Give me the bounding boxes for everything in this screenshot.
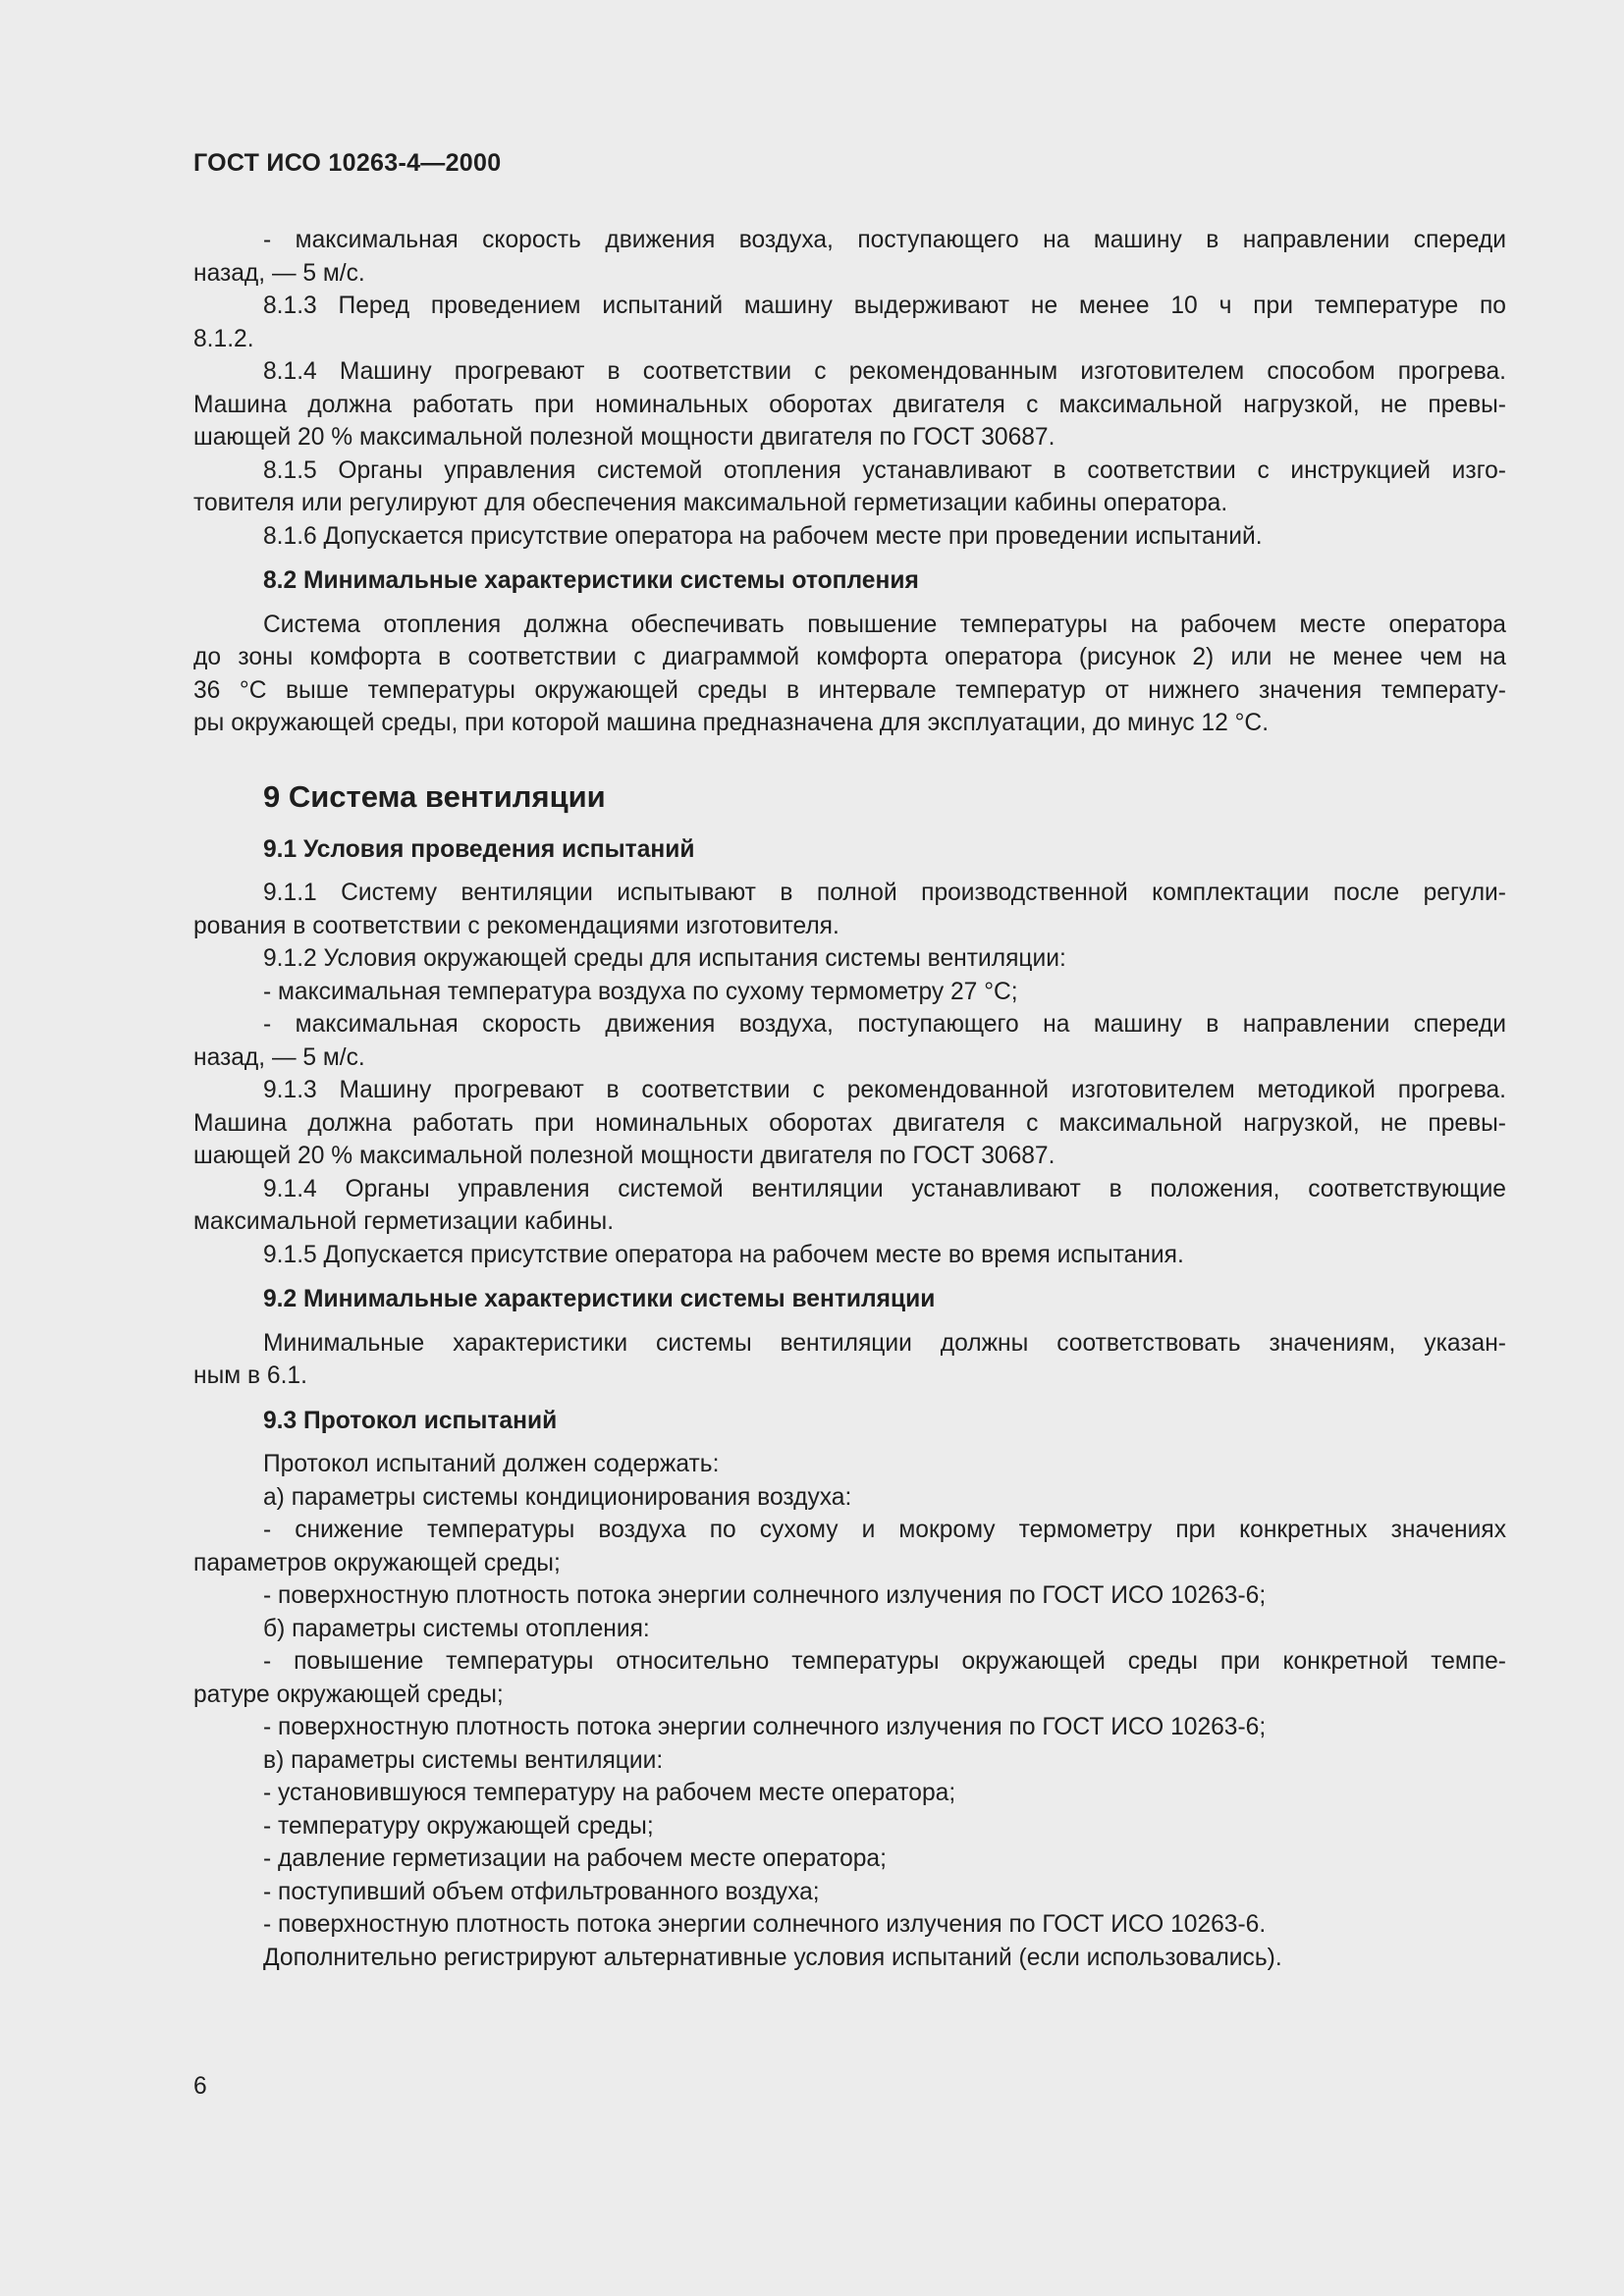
text-line: Машина должна работать при номинальных оборотах двигателя с максимальной нагрузкой, не превы- <box>193 391 1506 418</box>
text-line: - максимальная скорость движения воздуха, поступающего на машину в направлении спереди <box>263 1011 1506 1038</box>
text-line: шающей 20 % максимальной полезной мощности двигателя по ГОСТ 30687. <box>193 1143 1056 1169</box>
subsection-heading-9-2: 9.2 Минимальные характеристики системы вентиляции <box>263 1286 936 1312</box>
text-line: Машина должна работать при номинальных оборотах двигателя с максимальной нагрузкой, не превы- <box>193 1109 1506 1137</box>
text-line: товителя или регулируют для обеспечения максимальной герметизации кабины оператора. <box>193 490 1228 516</box>
text-line: максимальной герметизации кабины. <box>193 1208 615 1235</box>
text-line: Дополнительно регистрируют альтернативные условия испытаний (если использовались). <box>263 1944 1282 1971</box>
text-line: 9.1.5 Допускается присутствие оператора на рабочем месте во время испытания. <box>263 1241 1184 1268</box>
list-item: - поступивший объем отфильтрованного воздуха; <box>263 1878 820 1905</box>
list-item: - снижение температуры воздуха по сухому и мокрому термометру при конкретных значениях <box>263 1517 1506 1543</box>
list-item: - повышение температуры относительно температуры окружающей среды при конкретной темпе- <box>263 1648 1506 1675</box>
text-line: Протокол испытаний должен содержать: <box>263 1451 720 1477</box>
text-line: 8.1.6 Допускается присутствие оператора на рабочем месте при проведении испытаний. <box>263 522 1263 550</box>
list-item: б) параметры системы отопления: <box>263 1615 650 1642</box>
subsection-heading-9-3: 9.3 Протокол испытаний <box>263 1407 558 1434</box>
text-line: 9.1.2 Условия окружающей среды для испытания системы вентиляции: <box>263 945 1066 972</box>
text-line: ры окружающей среды, при которой машина предназначена для эксплуатации, до минус 12 °С. <box>193 710 1270 736</box>
page-content <box>193 224 1506 1974</box>
subsection-heading-9-1: 9.1 Условия проведения испытаний <box>263 835 695 863</box>
page-header: ГОСТ ИСО 10263-4—2000 <box>193 149 502 177</box>
text-line: 9.1.3 Машину прогревают в соответствии с рекомендованной изготовителем методикой прогрева. <box>263 1077 1506 1103</box>
text-line: 8.1.5 Органы управления системой отопления устанавливают в соответствии с инструкцией изго- <box>263 456 1506 484</box>
text-line: 8.1.2. <box>193 325 254 352</box>
text-line: - максимальная скорость движения воздуха, поступающего на машину в направлении спереди <box>263 227 1506 253</box>
list-item: в) параметры системы вентиляции: <box>263 1746 664 1774</box>
text-line: Минимальные характеристики системы вентиляции должны соответствовать значениям, указан- <box>263 1329 1506 1357</box>
list-item: - давление герметизации на рабочем месте оператора; <box>263 1845 887 1872</box>
list-item: - поверхностную плотность потока энергии солнечного излучения по ГОСТ ИСО 10263-6; <box>263 1582 1267 1609</box>
text-line: назад, — 5 м/с. <box>193 259 365 287</box>
text-line: назад, — 5 м/с. <box>193 1043 365 1071</box>
text-line: шающей 20 % максимальной полезной мощности двигателя по ГОСТ 30687. <box>193 424 1056 451</box>
text-line: 9.1.1 Систему вентиляции испытывают в полной производственной комплектации после регули- <box>263 880 1506 906</box>
list-item: - поверхностную плотность потока энергии солнечного излучения по ГОСТ ИСО 10263-6. <box>263 1911 1267 1938</box>
text-line: Система отопления должна обеспечивать повышение температуры на рабочем месте оператора <box>263 611 1506 638</box>
section-heading-9: 9 Система вентиляции <box>263 778 606 814</box>
text-line: 9.1.4 Органы управления системой вентиляции устанавливают в положения, соответствующие <box>263 1175 1506 1202</box>
text-line: 8.1.3 Перед проведением испытаний машину выдерживают не менее 10 ч при температуре по <box>263 293 1506 319</box>
list-item: - поверхностную плотность потока энергии солнечного излучения по ГОСТ ИСО 10263-6; <box>263 1714 1267 1740</box>
subsection-heading-8-2: 8.2 Минимальные характеристики системы отопления <box>263 567 919 594</box>
page-number: 6 <box>193 2073 207 2100</box>
text-line: ным в 6.1. <box>193 1362 307 1389</box>
text-line: ратуре окружающей среды; <box>193 1681 504 1708</box>
text-line: 8.1.4 Машину прогревают в соответствии с рекомендованным изготовителем способом прогрева. <box>263 358 1506 385</box>
list-item: а) параметры системы кондиционирования воздуха: <box>263 1483 852 1511</box>
text-line: 36 °С выше температуры окружающей среды в интервале температур от нижнего значения температу- <box>193 676 1506 704</box>
text-line: до зоны комфорта в соответствии с диаграммой комфорта оператора (рисунок 2) или не менее чем на <box>193 644 1506 670</box>
list-item: - установившуюся температуру на рабочем месте оператора; <box>263 1780 956 1806</box>
list-item: - температуру окружающей среды; <box>263 1812 654 1840</box>
text-line: параметров окружающей среды; <box>193 1549 561 1576</box>
text-line: рования в соответствии с рекомендациями изготовителя. <box>193 912 839 939</box>
text-line: - максимальная температура воздуха по сухому термометру 27 °С; <box>263 978 1018 1005</box>
